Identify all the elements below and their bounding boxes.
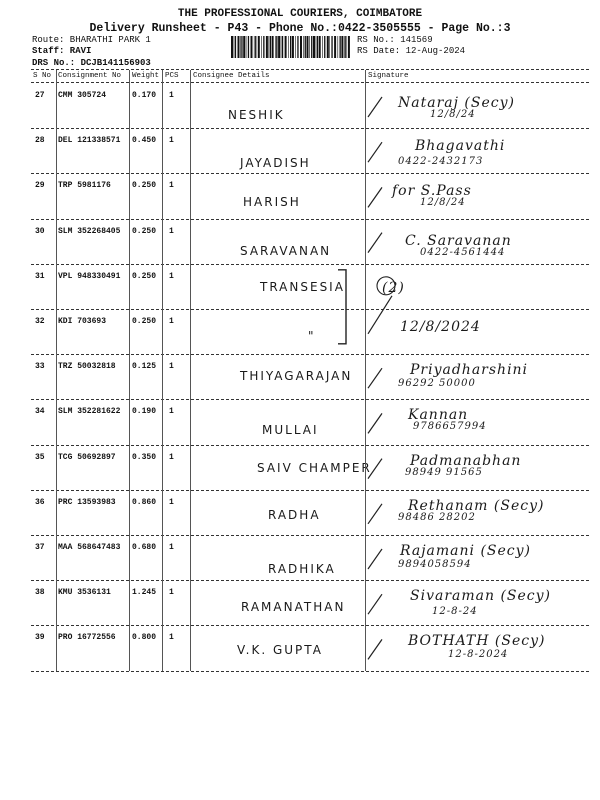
cell-sno: 31 [35, 271, 45, 281]
cell-sno: 33 [35, 362, 45, 372]
cell-consignment: SLM 352268405 [58, 226, 121, 236]
row-separator [31, 445, 589, 446]
barcode-bar [272, 36, 274, 58]
column-divider [190, 70, 191, 671]
barcode-bar [316, 36, 317, 58]
drs-number: DRS No.: DCJB141156903 [32, 58, 151, 68]
cell-sno: 27 [35, 91, 45, 100]
barcode-bar [269, 36, 270, 58]
cell-sno: 30 [35, 226, 45, 236]
row-separator [31, 264, 589, 265]
cell-weight: 0.190 [132, 407, 157, 417]
cell-weight: 0.860 [132, 497, 157, 507]
barcode-bar [266, 36, 268, 58]
barcode-bar [331, 36, 332, 58]
staff-label: Staff: RAVI [32, 46, 92, 56]
barcode-bar [270, 36, 271, 58]
cell-consignment: KMU 3536131 [58, 588, 111, 598]
barcode-bar [231, 36, 233, 58]
col-header-sno: S No [33, 72, 52, 80]
consignee-handwritten: JAYADISH [240, 156, 311, 171]
cell-pcs: 1 [169, 497, 174, 507]
cell-pcs: 1 [169, 407, 174, 417]
barcode-bar [278, 36, 280, 58]
row-separator [31, 535, 589, 536]
consignee-handwritten: HARISH [243, 195, 301, 210]
signature-handwritten: Kannan [408, 407, 469, 424]
barcode-bar [311, 36, 312, 58]
barcode-bar [282, 36, 283, 58]
row-separator [31, 399, 589, 400]
consignee-handwritten: NESHIK [228, 108, 285, 122]
signature-note: 12-8-2024 [448, 649, 509, 661]
row-separator [31, 354, 589, 355]
tick-stroke [368, 187, 382, 207]
cell-sno: 36 [35, 497, 45, 507]
row-separator [31, 580, 589, 581]
cell-weight: 0.125 [132, 362, 157, 372]
signature-handwritten: Padmanabhan [410, 452, 522, 469]
barcode-bar [261, 36, 262, 58]
cell-sno: 37 [35, 543, 45, 552]
signature-handwritten: Bhagavathi [415, 138, 506, 155]
consignee-handwritten: MULLAI [262, 423, 319, 438]
cell-pcs: 1 [169, 181, 174, 191]
signature-handwritten: Nataraj (Secy) [398, 95, 515, 111]
signature-note: 98486 28202 [398, 511, 476, 523]
cell-weight: 0.250 [132, 226, 157, 236]
company-title: THE PROFESSIONAL COURIERS, COIMBATORE [177, 8, 423, 20]
row-separator [31, 173, 589, 174]
barcode-bar [338, 36, 339, 58]
consignee-handwritten: " [308, 329, 316, 343]
barcode-bar [319, 36, 321, 58]
row-separator [31, 128, 589, 129]
signature-note: 12/8/24 [420, 197, 466, 209]
tick-stroke [368, 594, 382, 614]
column-divider [365, 70, 366, 671]
col-header-pcs: PCS [165, 72, 179, 80]
signature-note: 0422-2432173 [398, 156, 484, 168]
signature-note: 98949 91565 [405, 466, 483, 478]
barcode-bar [307, 36, 309, 58]
barcode-bar [276, 36, 277, 58]
route-label: Route: BHARATHI PARK 1 [32, 35, 151, 45]
cell-consignment: TRP 5981176 [58, 181, 111, 191]
barcode-bar [240, 36, 241, 58]
cell-sno: 35 [35, 452, 45, 462]
header-rule-top [31, 69, 589, 70]
barcode-bar [241, 36, 242, 58]
barcode-bar [348, 36, 350, 58]
header-rule-bottom [31, 82, 589, 83]
column-divider [129, 70, 130, 671]
signature-handwritten: BOTHATH (Secy) [408, 633, 546, 650]
signature-handwritten: 12/8/2024 [400, 319, 481, 335]
barcode-bar [329, 36, 330, 58]
consignee-handwritten: RAMANATHAN [241, 600, 346, 615]
signature-handwritten: Rethanam (Secy) [408, 497, 545, 514]
barcode-bar [243, 36, 245, 58]
cell-weight: 1.245 [132, 588, 157, 598]
cell-sno: 34 [35, 407, 45, 417]
barcode-bar [324, 36, 325, 58]
tick-stroke [368, 368, 382, 388]
cell-pcs: 1 [169, 136, 174, 146]
barcode-bar [292, 36, 294, 58]
column-divider [162, 70, 163, 671]
cell-consignment: TCG 50692897 [58, 452, 116, 462]
barcode-bar [254, 36, 255, 58]
signature-note: 12/8/24 [430, 109, 476, 120]
barcode-bar [263, 36, 264, 58]
cell-weight: 0.250 [132, 181, 157, 191]
tick-stroke [368, 413, 382, 433]
signature-handwritten: C. Saravanan [405, 232, 512, 249]
barcode-bar [313, 36, 315, 58]
cell-consignment: TRZ 50032818 [58, 362, 116, 372]
barcode-bar [235, 36, 236, 58]
signature-handwritten: for S.Pass [392, 183, 472, 200]
cell-pcs: 1 [169, 633, 174, 643]
runsheet-subtitle: Delivery Runsheet - P43 - Phone No.:0422-3505555 - Page No.:3 [89, 22, 511, 35]
barcode-bar [251, 36, 253, 58]
barcode-bar [290, 36, 291, 58]
barcode-bar [317, 36, 318, 58]
barcode-bar [340, 36, 341, 58]
col-header-weight: Weight [132, 72, 160, 80]
signature-handwritten: Rajamani (Secy) [400, 543, 532, 559]
barcode-bar [281, 36, 282, 58]
tick-stroke [368, 296, 392, 334]
row-separator [31, 219, 589, 220]
col-header-consignment: Consignment No [58, 72, 122, 80]
cell-pcs: 1 [169, 543, 174, 552]
barcode-bar [255, 36, 256, 58]
col-header-consignee: Consignee Details [193, 72, 270, 80]
barcode-bar [344, 36, 345, 58]
signature-note: 9786657994 [413, 421, 487, 433]
cell-sno: 32 [35, 317, 45, 326]
tick-stroke [368, 97, 382, 117]
tick-stroke [368, 639, 382, 659]
barcode [231, 36, 350, 58]
cell-pcs: 1 [169, 226, 174, 236]
consignee-handwritten: TRANSESIA [260, 279, 345, 294]
cell-consignment: DEL 121338571 [58, 136, 121, 146]
row-separator [31, 309, 589, 310]
cell-pcs: 1 [169, 271, 174, 281]
cell-consignment: PRC 13593983 [58, 497, 116, 507]
cell-consignment: PRO 16772556 [58, 633, 116, 643]
barcode-bar [297, 36, 298, 58]
cell-weight: 0.250 [132, 271, 157, 281]
signature-note: 9894058594 [398, 559, 472, 570]
cell-weight: 0.680 [132, 543, 157, 552]
signature-note: 96292 50000 [398, 378, 476, 390]
cell-consignment: SLM 352281622 [58, 407, 121, 417]
rs-number: RS No.: 141569 [357, 35, 433, 45]
barcode-bar [234, 36, 235, 58]
cell-consignment: CMM 305724 [58, 91, 107, 100]
cell-sno: 39 [35, 633, 45, 643]
tick-stroke [368, 142, 382, 162]
barcode-bar [238, 36, 240, 58]
consignee-handwritten: SARAVANAN [240, 243, 332, 258]
barcode-bar [285, 36, 287, 58]
row-separator [31, 490, 589, 491]
consignee-handwritten: RADHIKA [268, 562, 336, 576]
cell-sno: 29 [35, 181, 45, 191]
barcode-bar [327, 36, 329, 58]
rs-date: RS Date: 12-Aug-2024 [357, 46, 466, 56]
cell-consignment: VPL 948330491 [58, 271, 121, 281]
barcode-bar [258, 36, 260, 58]
signature-handwritten: Priyadharshini [410, 362, 529, 379]
row-separator [31, 671, 589, 672]
barcode-bar [288, 36, 289, 58]
barcode-bar [246, 36, 247, 58]
barcode-bar [341, 36, 343, 58]
consignee-handwritten: V.K. GUPTA [237, 643, 323, 658]
barcode-bar [300, 36, 302, 58]
cell-pcs: 1 [169, 317, 174, 326]
consignee-handwritten: SAIV CHAMPER [257, 460, 372, 475]
cell-consignment: KDI 703693 [58, 317, 107, 326]
col-header-signature: Signature [368, 72, 409, 80]
signature-note: 12-8-24 [432, 606, 478, 618]
barcode-bar [248, 36, 249, 58]
tick-stroke [368, 504, 382, 524]
tick-stroke [368, 233, 382, 253]
cell-pcs: 1 [169, 91, 174, 100]
barcode-bar [322, 36, 323, 58]
cell-weight: 0.800 [132, 633, 157, 643]
barcode-bar [309, 36, 310, 58]
consignee-handwritten: RADHA [268, 507, 321, 522]
barcode-bar [334, 36, 336, 58]
row-separator [31, 625, 589, 626]
barcode-bar [345, 36, 346, 58]
consignee-handwritten: THIYAGARAJAN [240, 369, 353, 384]
signature-handwritten: Sivaraman (Secy) [410, 588, 552, 605]
cell-weight: 0.170 [132, 91, 157, 100]
tick-stroke [368, 549, 382, 569]
cell-weight: 0.250 [132, 317, 157, 326]
cell-sno: 38 [35, 588, 45, 598]
cell-sno: 28 [35, 136, 45, 146]
barcode-bar [275, 36, 276, 58]
cell-weight: 0.350 [132, 452, 157, 462]
cell-weight: 0.450 [132, 136, 157, 146]
barcode-bar [295, 36, 296, 58]
barcode-bar [305, 36, 306, 58]
signature-handwritten: (2) [382, 279, 405, 296]
signature-note: 0422-4561444 [420, 246, 506, 258]
cell-pcs: 1 [169, 588, 174, 598]
cell-pcs: 1 [169, 362, 174, 372]
cell-consignment: MAA 568647483 [58, 543, 121, 552]
column-divider [56, 70, 57, 671]
barcode-bar [303, 36, 304, 58]
cell-pcs: 1 [169, 452, 174, 462]
